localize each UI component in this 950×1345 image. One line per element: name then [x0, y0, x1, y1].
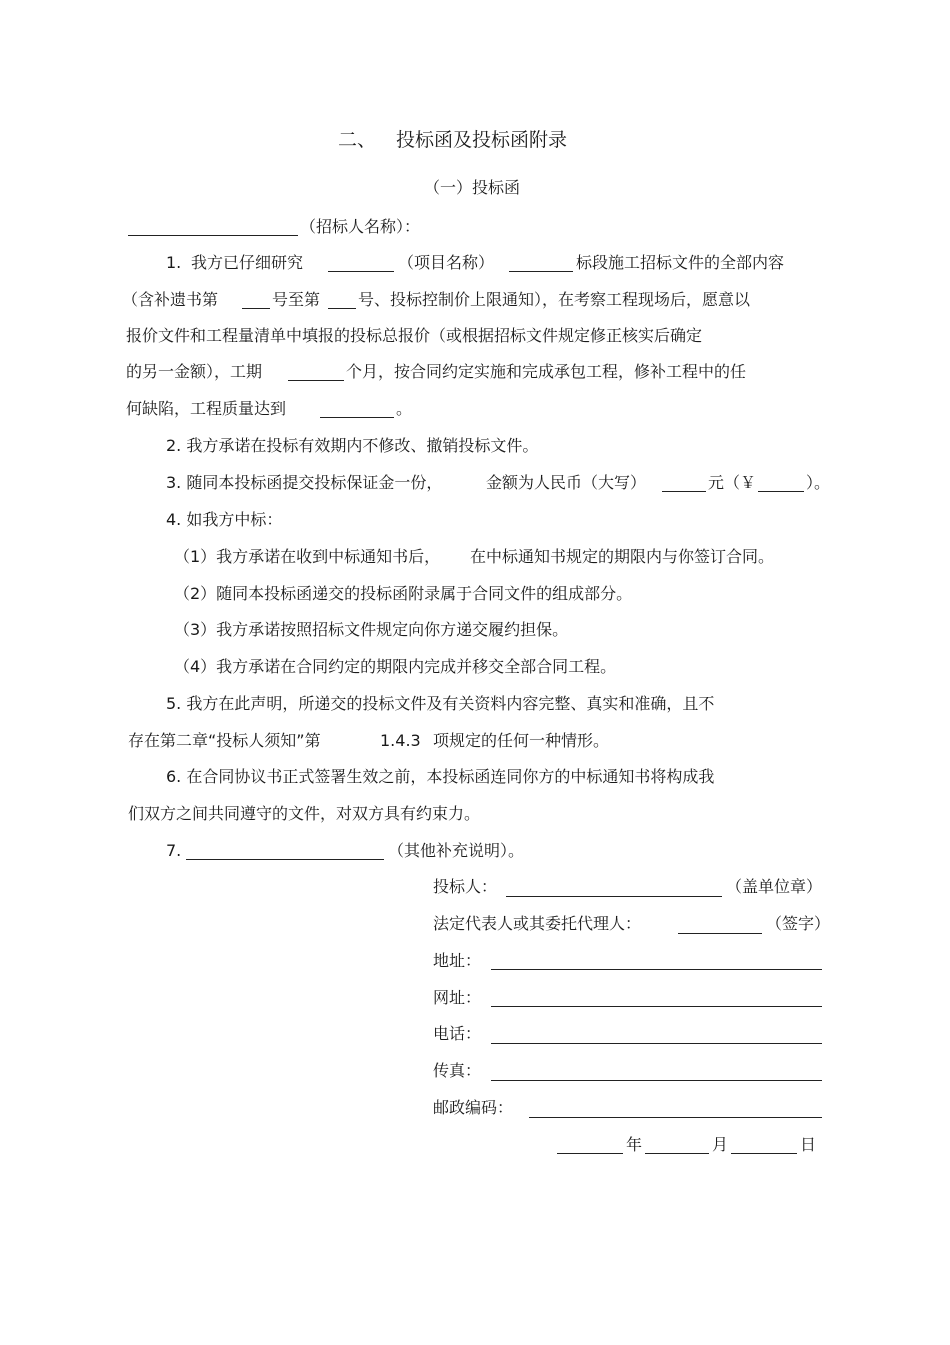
day-label: 日 — [800, 1135, 817, 1154]
month-blank[interactable] — [645, 1153, 709, 1154]
p1-text-b: （项目名称） — [398, 253, 495, 272]
addendum-to-blank[interactable] — [328, 308, 356, 309]
fax-label: 传真： — [433, 1061, 482, 1080]
signature-note: （签字） — [766, 914, 831, 933]
year-label: 年 — [626, 1135, 643, 1154]
amount-words-blank[interactable] — [662, 491, 706, 492]
recipient-name-blank[interactable] — [128, 235, 298, 236]
postcode-label: 邮政编码： — [433, 1098, 514, 1117]
p7-number: 7. — [166, 841, 182, 860]
p3-text-c: 元（￥ — [708, 473, 757, 492]
bidder-blank[interactable] — [506, 896, 722, 897]
p1-line3: 报价文件和工程量清单中填报的投标总报价（或根据招标文件规定修正核实后确定 — [126, 326, 703, 345]
p1-line2-a: （含补遗书第 — [122, 290, 219, 309]
recipient-label: （招标人名称）： — [300, 217, 421, 236]
p1-text-c: 标段施工招标文件的全部内容 — [576, 253, 785, 272]
p7-suffix: （其他补充说明）。 — [388, 841, 525, 860]
quality-blank[interactable] — [320, 417, 394, 418]
lot-blank[interactable] — [509, 271, 573, 272]
p4-text: 4. 如我方中标： — [166, 510, 283, 529]
p1-number: 1. — [166, 253, 182, 272]
month-label: 月 — [712, 1135, 729, 1154]
p1-line2-c: 号、投标控制价上限通知），在考察工程现场后，愿意以 — [358, 290, 751, 309]
postcode-blank[interactable] — [529, 1117, 822, 1118]
other-notes-blank[interactable] — [186, 859, 384, 860]
section-subtitle: （一）投标函 — [424, 178, 521, 197]
year-blank[interactable] — [557, 1153, 623, 1154]
phone-label: 电话： — [433, 1024, 482, 1043]
page-title: 投标函及投标函附录 — [396, 129, 568, 151]
p1-line4-a: 的另一金额），工期 — [126, 362, 263, 381]
p5-line1: 5. 我方在此声明，所递交的投标文件及有关资料内容完整、真实和准确，且不 — [166, 694, 715, 713]
p1-line5-b: 。 — [396, 399, 413, 418]
p4-item-1-tail: 在中标通知书规定的期限内与你签订合同。 — [470, 547, 775, 566]
addendum-from-blank[interactable] — [242, 308, 270, 309]
p4-item-2: （2）随同本投标函递交的投标函附录属于合同文件的组成部分。 — [174, 584, 633, 603]
fax-blank[interactable] — [491, 1080, 822, 1081]
p3-text-d: ）。 — [806, 473, 831, 492]
p6-line2: 们双方之间共同遵守的文件，对双方具有约束力。 — [128, 804, 481, 823]
p4-item-3: （3）我方承诺按照招标文件规定向你方递交履约担保。 — [174, 620, 569, 639]
p5-line2-c: 项规定的任何一种情形。 — [433, 731, 610, 750]
bidder-label: 投标人： — [433, 877, 498, 896]
p1-text-a: 我方已仔细研究 — [191, 253, 304, 272]
p1-line5-a: 何缺陷，工程质量达到 — [126, 399, 287, 418]
p6-line1: 6. 在合同协议书正式签署生效之前，本投标函连同你方的中标通知书将构成我 — [166, 767, 715, 786]
project-name-blank[interactable] — [328, 271, 394, 272]
duration-blank[interactable] — [288, 380, 344, 381]
day-blank[interactable] — [731, 1153, 797, 1154]
p4-item-1: （1）我方承诺在收到中标通知书后， — [174, 547, 441, 566]
website-label: 网址： — [433, 988, 482, 1007]
website-blank[interactable] — [491, 1006, 822, 1007]
p2-text: 2. 我方承诺在投标有效期内不修改、撤销投标文件。 — [166, 436, 539, 455]
p3-text-b: 金额为人民币（大写） — [486, 473, 647, 492]
p3-text-a: 3. 随同本投标函提交投标保证金一份， — [166, 473, 443, 492]
address-label: 地址： — [433, 951, 482, 970]
representative-label: 法定代表人或其委托代理人： — [433, 914, 642, 933]
p4-item-4: （4）我方承诺在合同约定的期限内完成并移交全部合同工程。 — [174, 657, 617, 676]
p5-clause-number: 1.4.3 — [380, 731, 421, 750]
representative-blank[interactable] — [678, 933, 762, 934]
p5-line2-a: 存在第二章“投标人须知”第 — [128, 731, 321, 750]
p1-line2-b: 号至第 — [272, 290, 321, 309]
phone-blank[interactable] — [491, 1043, 822, 1044]
amount-figure-blank[interactable] — [758, 491, 804, 492]
bidder-seal-note: （盖单位章） — [726, 877, 823, 896]
p1-line4-b: 个月，按合同约定实施和完成承包工程，修补工程中的任 — [346, 362, 747, 381]
address-blank[interactable] — [491, 969, 822, 970]
heading-number: 二、 — [338, 129, 377, 151]
